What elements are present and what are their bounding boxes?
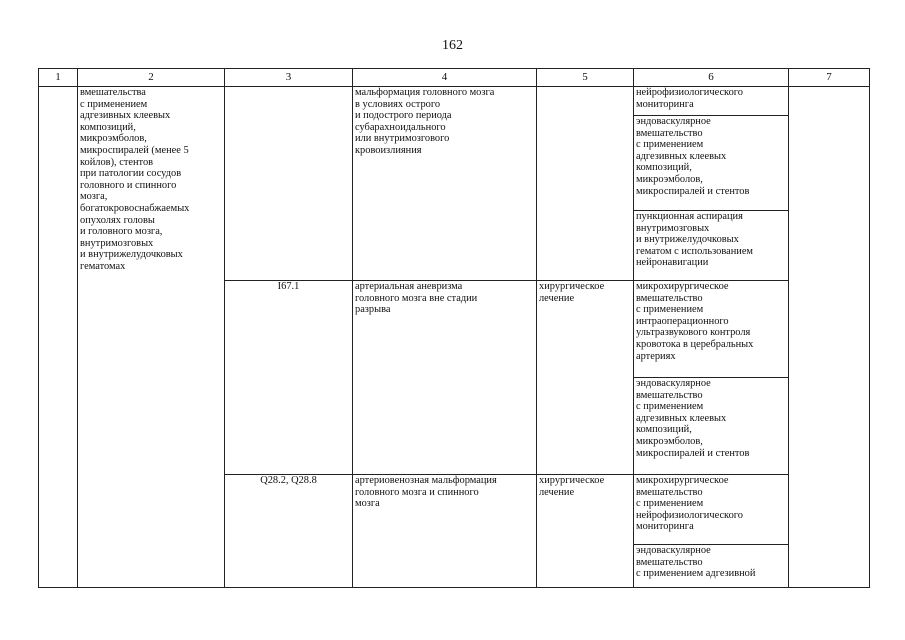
page-number: 162 — [442, 38, 463, 53]
col-header-2: 2 — [78, 69, 225, 87]
col-header-4: 4 — [353, 69, 537, 87]
col7-cell — [789, 87, 870, 588]
col-header-6: 6 — [634, 69, 789, 87]
col-header-5: 5 — [537, 69, 634, 87]
diagnosis-cell: артериальная аневризма головного мозга вне стадии разрыва — [353, 281, 537, 475]
diagnosis-cell: артериовенозная мальформация головного мозга и спинного мозга — [353, 475, 537, 588]
method-cell: эндоваскулярное вмешательство с применением адгезивных клеевых композиций, микроэмболов, микроспиралей и стентов — [634, 378, 789, 475]
table-row — [39, 87, 870, 116]
header-row — [39, 69, 870, 87]
method-cell: эндоваскулярное вмешательство с применением адгезивной — [634, 545, 789, 588]
treatment-type-cell: хирургическое лечение — [537, 281, 634, 475]
treatment-type-cell — [537, 87, 634, 281]
row-number-cell — [39, 87, 78, 588]
method-cell: эндоваскулярное вмешательство с применением адгезивных клеевых композиций, микроэмболов, микроспиралей и стентов — [634, 116, 789, 211]
method-cell: пункционная аспирация внутримозговых и внутрижелудочковых гематом с использованием нейронавигации — [634, 211, 789, 281]
icd-code-cell — [225, 87, 353, 281]
col-header-3: 3 — [225, 69, 353, 87]
method-cell: микрохирургическое вмешательство с применением интраоперационного ультразвукового контроля кровотока в церебральных артериях — [634, 281, 789, 378]
treatment-type-cell: хирургическое лечение — [537, 475, 634, 588]
icd-code-cell: Q28.2, Q28.8 — [225, 475, 353, 588]
treatment-table — [38, 68, 870, 588]
method-cell: микрохирургическое вмешательство с применением нейрофизиологического мониторинга — [634, 475, 789, 545]
method-cell: нейрофизиологического мониторинга — [634, 87, 789, 116]
diagnosis-cell: мальформация головного мозга в условиях острого и подострого периода субарахноидального или внутримозгового кровоизлияния — [353, 87, 537, 281]
intervention-type-cell: вмешательства с применением адгезивных клеевых композиций, микроэмболов, микроспиралей (менее 5 койлов), стентов при патологии сосудов головного и спинного мозга, богатокровоснабжаемых опухолях головы и головного мозга, внутримозговых и внутрижелудочковых гематомах — [78, 87, 225, 588]
col-header-7: 7 — [789, 69, 870, 87]
icd-code-cell: I67.1 — [225, 281, 353, 475]
col-header-1: 1 — [39, 69, 78, 87]
